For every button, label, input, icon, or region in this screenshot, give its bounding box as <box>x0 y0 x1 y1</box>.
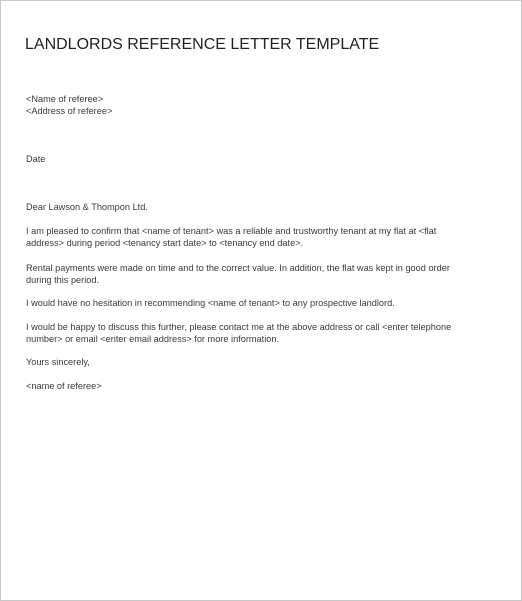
salutation: Dear Lawson & Thompon Ltd. <box>26 202 148 212</box>
signature: <name of referee> <box>26 381 102 391</box>
document-title: LANDLORDS REFERENCE LETTER TEMPLATE <box>25 36 380 53</box>
paragraph-2-line-2: during this period. <box>26 275 100 285</box>
referee-address: <Address of referee> <box>26 106 113 116</box>
closing: Yours sincerely, <box>26 357 90 367</box>
paragraph-3-line-1: I would have no hesitation in recommending <name of tenant> to any prospective landlord. <box>26 298 395 308</box>
paragraph-4-line-2: number> or email <enter email address> for more information. <box>26 334 280 344</box>
paragraph-4-line-1: I would be happy to discuss this further, please contact me at the above address or call <enter telephone <box>26 322 452 332</box>
letter-date: Date <box>26 154 46 164</box>
referee-name: <Name of referee> <box>26 94 104 104</box>
paragraph-1-line-1: I am pleased to confirm that <name of tenant> was a reliable and trustworthy tenant at my flat at <flat <box>26 226 437 236</box>
paragraph-1-line-2: address> during period <tenancy start date> to <tenancy end date>. <box>26 238 304 248</box>
paragraph-2-line-1: Rental payments were made on time and to the correct value. In addition, the flat was kept in good order <box>26 263 450 273</box>
